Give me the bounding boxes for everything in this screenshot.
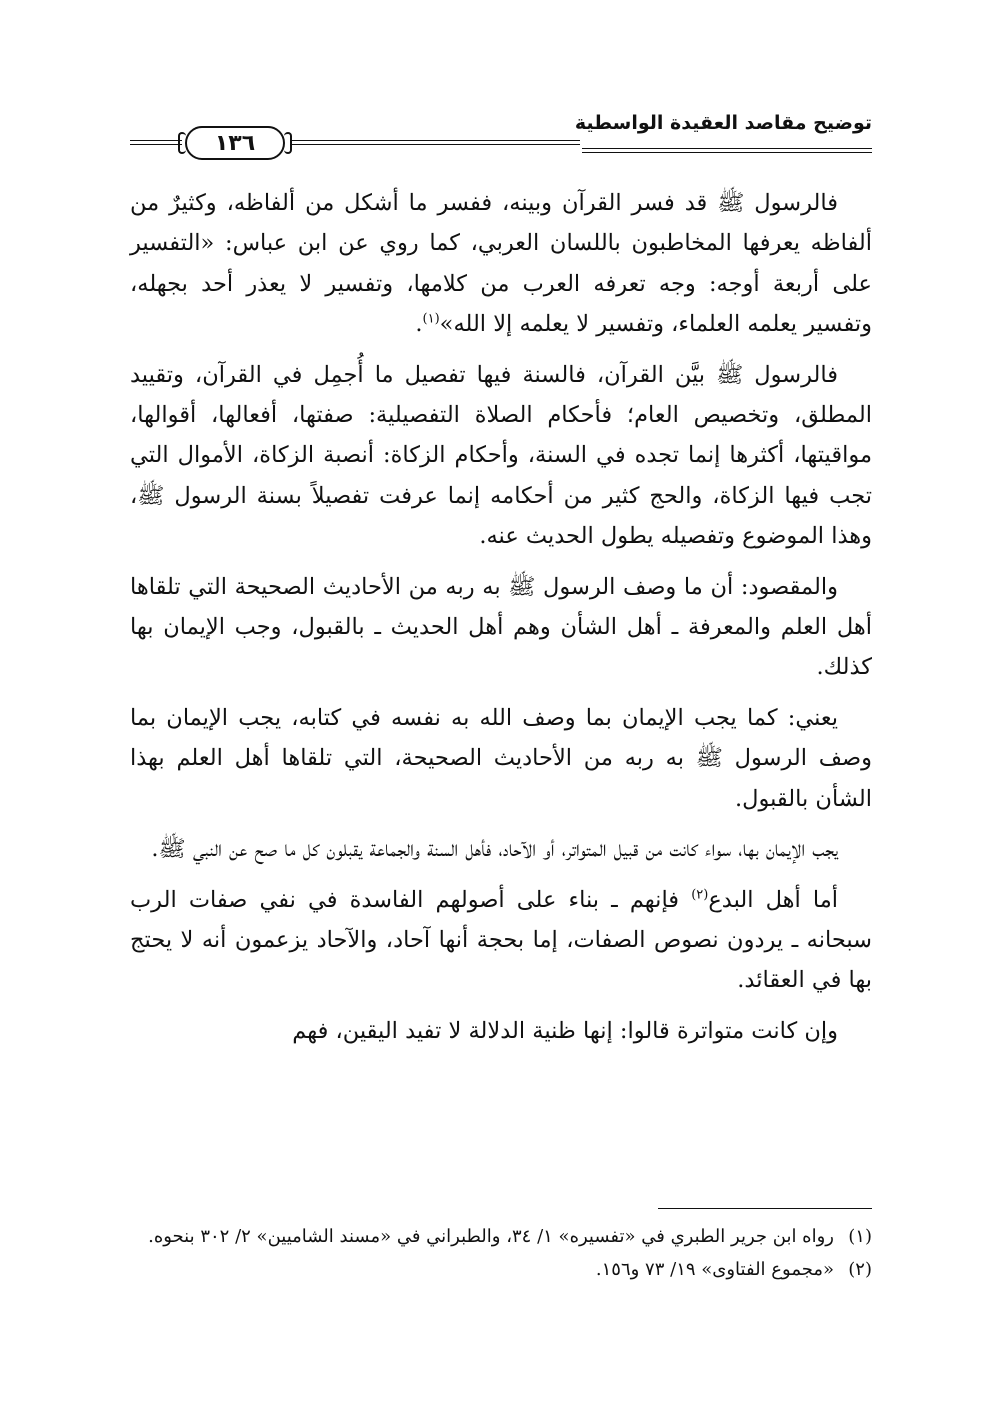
footnote-text: «مجموع الفتاوى» ١٩/ ٧٣ و١٥٦. — [595, 1259, 834, 1280]
paragraph — [130, 183, 872, 345]
footnotes — [130, 1220, 872, 1286]
paragraph: والمقصود: أن ما وصف الرسول ﷺ به ربه من الأحاديث الصحيحة التي تلقاها أهل العلم والمعرفة ـ أهل الشأن وهم أهل الحديث ـ بالقبول، وجب الإيمان بها كذلك. — [130, 573, 872, 681]
footnote-number: (١) — [848, 1226, 872, 1247]
paragraph: يجب الإيمان بها، سواء كانت من قبيل المتواتر، أو الآحاد، فأهل السنة والجماعة يقبلون كل ما صح عن النبي ﷺ. — [151, 836, 838, 863]
running-title: توضيح مقاصد العقيدة الواسطية — [574, 112, 872, 134]
paragraph: يعني: كما يجب الإيمان بما وصف الله به نفسه في كتابه، يجب الإيمان بما وصف الرسول ﷺ به ربه من الأحاديث الصحيحة، التي تلقاها أهل العلم بهذا الشأن بالقبول. — [130, 704, 872, 812]
footnote — [130, 1253, 872, 1286]
paragraph: فالرسول ﷺ بيَّن القرآن، فالسنة فيها تفصيل ما أُجمِل في القرآن، وتقييد المطلق، وتخصيص العام؛ فأحكام الصلاة التفصيلية: صفتها، أفعالها، أقوالها، مواقيتها، أكثرها إنما تجده في السنة، وأحكام الزكاة: أنصبة الزكاة، الأموال التي تجب فيها الزكاة، والحج كثير من أحكامه إنما عرفت تفصيلاً بسنة الرسول ﷺ، وهذا الموضوع وتفصيله يطول الحديث عنه. — [130, 361, 872, 550]
paragraph — [130, 880, 872, 1001]
title-underline — [582, 148, 872, 153]
footnote-ref-1: (١) — [422, 311, 440, 327]
footnote-ref-2: (٢) — [691, 887, 709, 902]
main-text — [130, 183, 872, 1061]
footnote-separator — [658, 1208, 872, 1209]
page-number: ١٣٦ — [214, 130, 256, 156]
paragraph-text: فالرسول ﷺ قد فسر القرآن وبينه، ففسر ما أشكل من ألفاظه، وكثيرٌ من ألفاظه يعرفها المخاطبون باللسان العربي، كما روي عن ابن عباس: «التفسير على أربعة أوجه: وجه تعرفه العرب من كلامها، وتفسير لا يعذر أحد بجهله، وتفسير يعلمه العلماء، وتفسير لا يعلمه إلا الله» — [130, 190, 872, 338]
header-rule-middle — [290, 140, 580, 145]
footnote-number: (٢) — [848, 1259, 872, 1280]
paragraph-end: . — [415, 311, 423, 338]
page-number-badge — [185, 126, 285, 160]
paragraph: وإن كانت متواترة قالوا: إنها ظنية الدلالة لا تفيد اليقين، فهم — [292, 1017, 838, 1044]
paragraph-text: فإنهم ـ بناء على أصولهم الفاسدة في نفي صفات الرب سبحانه ـ يردون نصوص الصفات، إما بحجة أنها آحاد، والآحاد يزعمون أنه لا يحتج بها في العقائد. — [130, 886, 872, 994]
page-header — [130, 112, 872, 172]
footnote — [130, 1220, 872, 1253]
header-rule-left — [130, 140, 182, 145]
paragraph-text: أما أهل البدع — [708, 886, 839, 913]
footnote-text: رواه ابن جرير الطبري في «تفسيره» ١/ ٣٤، والطبراني في «مسند الشاميين» ٢/ ٣٠٢ بنحوه. — [148, 1226, 834, 1247]
